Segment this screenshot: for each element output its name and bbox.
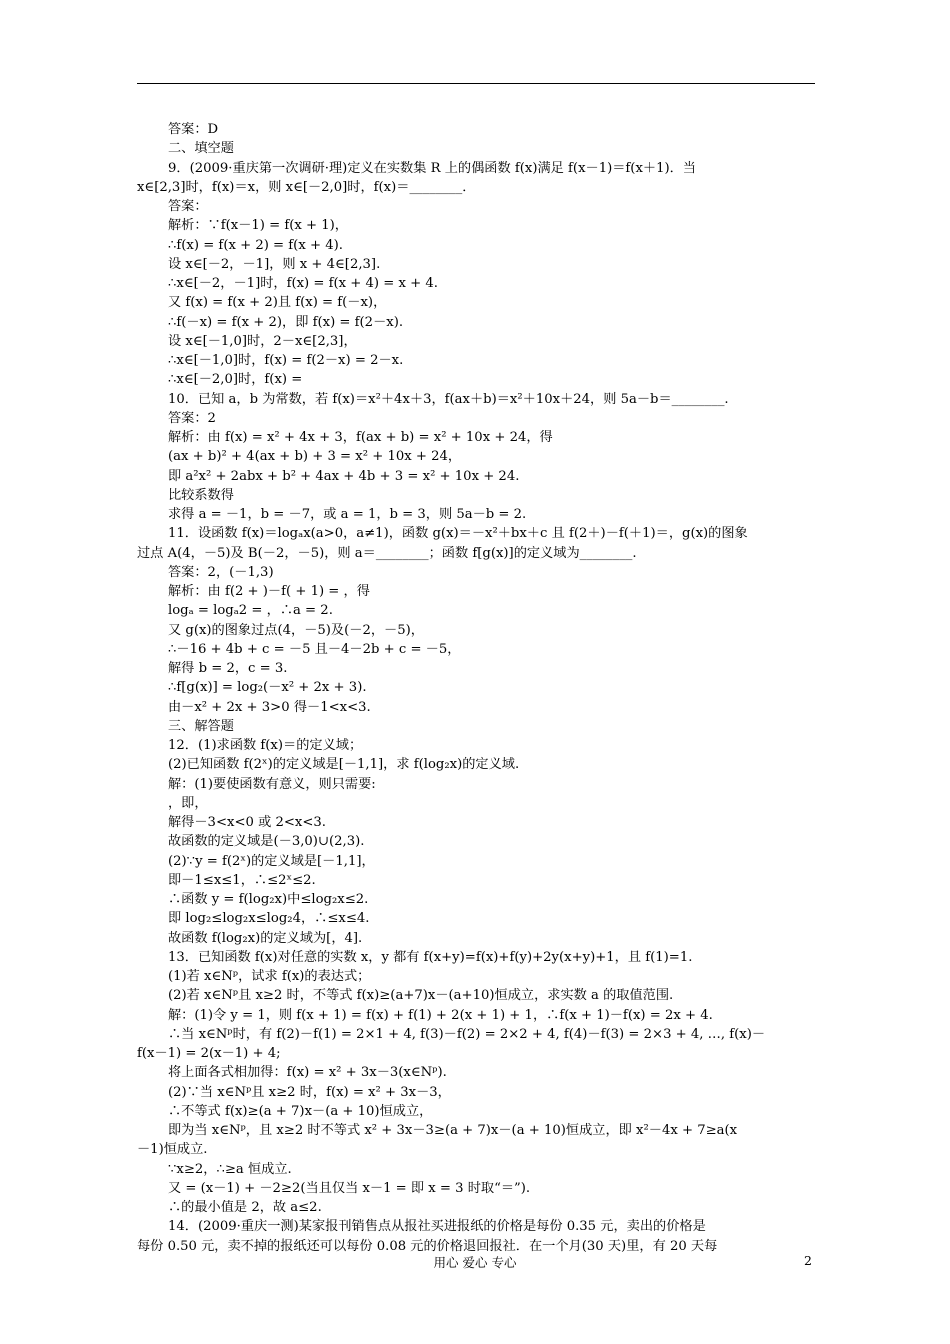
page-footer <box>0 1253 950 1271</box>
text-line: ∴的最小值是 2，故 a≤2. <box>168 1200 322 1215</box>
text-line: 答案：2，(－1,3) <box>168 564 274 580</box>
text-line: (2)若 x∈Nᵖ且 x≥2 时，不等式 f(x)≥(a+7)x－(a+10)恒成立，求实数 a 的取值范围. <box>168 988 674 1004</box>
text-line: 二、填空题 <box>168 141 234 157</box>
text-line: 比较系数得 <box>168 487 234 503</box>
text-line: (2)∵y = f(2ˣ)的定义域是[－1,1]， <box>168 853 375 869</box>
text-line: (ax + b)² + 4(ax + b) + 3 = x² + 10x + 24， <box>168 449 462 465</box>
text-line: (2)∵当 x∈Nᵖ且 x≥2 时，f(x) = x² + 3x－3， <box>168 1084 451 1100</box>
text-line: 答案： <box>168 199 208 214</box>
text-line: 14．(2009·重庆一测)某家报刊销售点从报社买进报纸的价格是每份 0.35 元，卖出的价格是 <box>168 1219 706 1235</box>
text-line: ，即， <box>168 795 208 811</box>
text-line: 解得－3<x<0 或 2<x<3. <box>168 815 326 830</box>
text-line: 答案：D <box>168 122 219 137</box>
text-line: ∴f(－x) = f(x + 2)，即 f(x) = f(2－x). <box>168 314 404 330</box>
text-line: 解得 b = 2，c = 3. <box>168 661 288 676</box>
text-line: ∴x∈[－2，－1]时，f(x) = f(x + 4) = x + 4. <box>168 276 438 291</box>
text-line: ∴f(x) = f(x + 2) = f(x + 4). <box>168 237 343 253</box>
text-line: 10．已知 a，b 为常数，若 f(x)＝x²＋4x＋3，f(ax＋b)＝x²＋10x＋24，则 5a－b＝________. <box>168 391 729 407</box>
text-line: ∴当 x∈Nᵖ时，有 f(2)－f(1) = 2×1 + 4, f(3)－f(2) = 2×2 + 4, f(4)－f(3) = 2×3 + 4, …, f(x)－ <box>168 1026 766 1042</box>
text-line: ∵x≥2，∴≥a 恒成立. <box>168 1161 292 1177</box>
text-line: x∈[2,3]时，f(x)＝x，则 x∈[－2,0]时，f(x)＝________． <box>137 179 476 195</box>
text-line: 由－x² + 2x + 3>0 得－1<x<3. <box>168 699 371 715</box>
text-line: 故函数的定义域是(－3,0)∪(2,3). <box>168 834 365 850</box>
document-body <box>137 120 815 1256</box>
text-line: ∴不等式 f(x)≥(a + 7)x－(a + 10)恒成立， <box>168 1103 433 1119</box>
text-line: 故函数 f(log₂x)的定义域为[，4]. <box>168 930 363 946</box>
text-line: 将上面各式相加得：f(x) = x² + 3x－3(x∈Nᵖ). <box>168 1065 447 1081</box>
text-line: 解析：∵f(x－1) = f(x + 1)， <box>168 218 348 234</box>
text-line: ∴x∈[－2,0]时，f(x) = <box>168 372 303 388</box>
text-line: 解：(1)要使函数有意义，则只需要: <box>168 776 376 792</box>
text-line: 又 = (x－1) + －2≥2(当且仅当 x－1 = 即 x = 3 时取“＝”). <box>168 1180 531 1196</box>
text-line: ∴函数 y = f(log₂x)中≤log₂x≤2. <box>168 892 369 907</box>
text-line: 解析：由 f(2 + )－f( + 1) = ，得 <box>168 584 370 599</box>
footer-text: 用心 爱心 专心 <box>433 1255 517 1270</box>
text-line: ∴x∈[－1,0]时，f(x) = f(2－x) = 2－x. <box>168 353 404 368</box>
text-line: ∴－16 + 4b + c = －5 且－4－2b + c = －5， <box>168 641 461 657</box>
text-line: 求得 a = －1，b = －7，或 a = 1，b = 3，则 5a－b = 2. <box>168 507 527 522</box>
text-line: 每份 0.50 元，卖不掉的报纸还可以每份 0.08 元的价格退回报社．在一个月(30 天)里，有 20 天每 <box>137 1238 718 1254</box>
text-line: 即－1≤x≤1，∴≤2ˣ≤2. <box>168 872 316 888</box>
text-line: 设 x∈[－2，－1]，则 x + 4∈[2,3]. <box>168 256 381 272</box>
text-line: 11．设函数 f(x)＝logₐx(a>0，a≠1)，函数 g(x)＝－x²＋bx＋c 且 f(2＋)－f(＋1)＝，g(x)的图象 <box>168 526 748 542</box>
text-line: 即为当 x∈Nᵖ，且 x≥2 时不等式 x² + 3x－3≥(a + 7)x－(a + 10)恒成立，即 x²－4x + 7≥a(x <box>168 1123 738 1138</box>
text-line: ∴f[g(x)] = log₂(－x² + 2x + 3). <box>168 680 367 696</box>
text-line: 12．(1)求函数 f(x)＝的定义域； <box>168 738 363 753</box>
text-line: 13．已知函数 f(x)对任意的实数 x，y 都有 f(x+y)=f(x)+f(y)+2y(x+y)+1，且 f(1)=1. <box>168 949 693 965</box>
text-line: －1)恒成立. <box>137 1142 208 1158</box>
text-line: 解：(1)令 y = 1，则 f(x + 1) = f(x) + f(1) + 2(x + 1) + 1，∴f(x + 1)－f(x) = 2x + 4. <box>168 1007 713 1023</box>
text-line: 即 a²x² + 2abx + b² + 4ax + 4b + 3 = x² + 10x + 24. <box>168 468 520 484</box>
text-line: (1)若 x∈Nᵖ，试求 f(x)的表达式； <box>168 969 371 984</box>
text-line: 解析：由 f(x) = x² + 4x + 3，f(ax + b) = x² + 10x + 24，得 <box>168 430 553 445</box>
text-line: (2)已知函数 f(2ˣ)的定义域是[－1,1]，求 f(log₂x)的定义域. <box>168 757 520 773</box>
text-line: 答案：2 <box>168 410 216 426</box>
text-line: f(x－1) = 2(x－1) + 4; <box>137 1046 281 1061</box>
text-line: 即 log₂≤log₂x≤log₂4，∴≤x≤4. <box>168 911 370 927</box>
text-line: 又 g(x)的图象过点(4，－5)及(－2，－5)， <box>168 622 424 638</box>
page-number: 2 <box>804 1253 812 1268</box>
text-line: 三、解答题 <box>168 718 234 734</box>
text-line: 设 x∈[－1,0]时，2－x∈[2,3]， <box>168 333 357 349</box>
text-line: 过点 A(4，－5)及 B(－2，－5)，则 a＝________；函数 f[g(x)]的定义域为________. <box>137 545 637 561</box>
header-rule <box>137 83 815 84</box>
text-line: 9．(2009·重庆第一次调研·理)定义在实数集 R 上的偶函数 f(x)满足 f(x－1)＝f(x＋1)．当 <box>168 160 696 176</box>
text-line: 又 f(x) = f(x + 2)且 f(x) = f(－x)， <box>168 295 387 311</box>
text-line: logₐ = logₐ2 = ，∴a = 2. <box>168 603 333 619</box>
